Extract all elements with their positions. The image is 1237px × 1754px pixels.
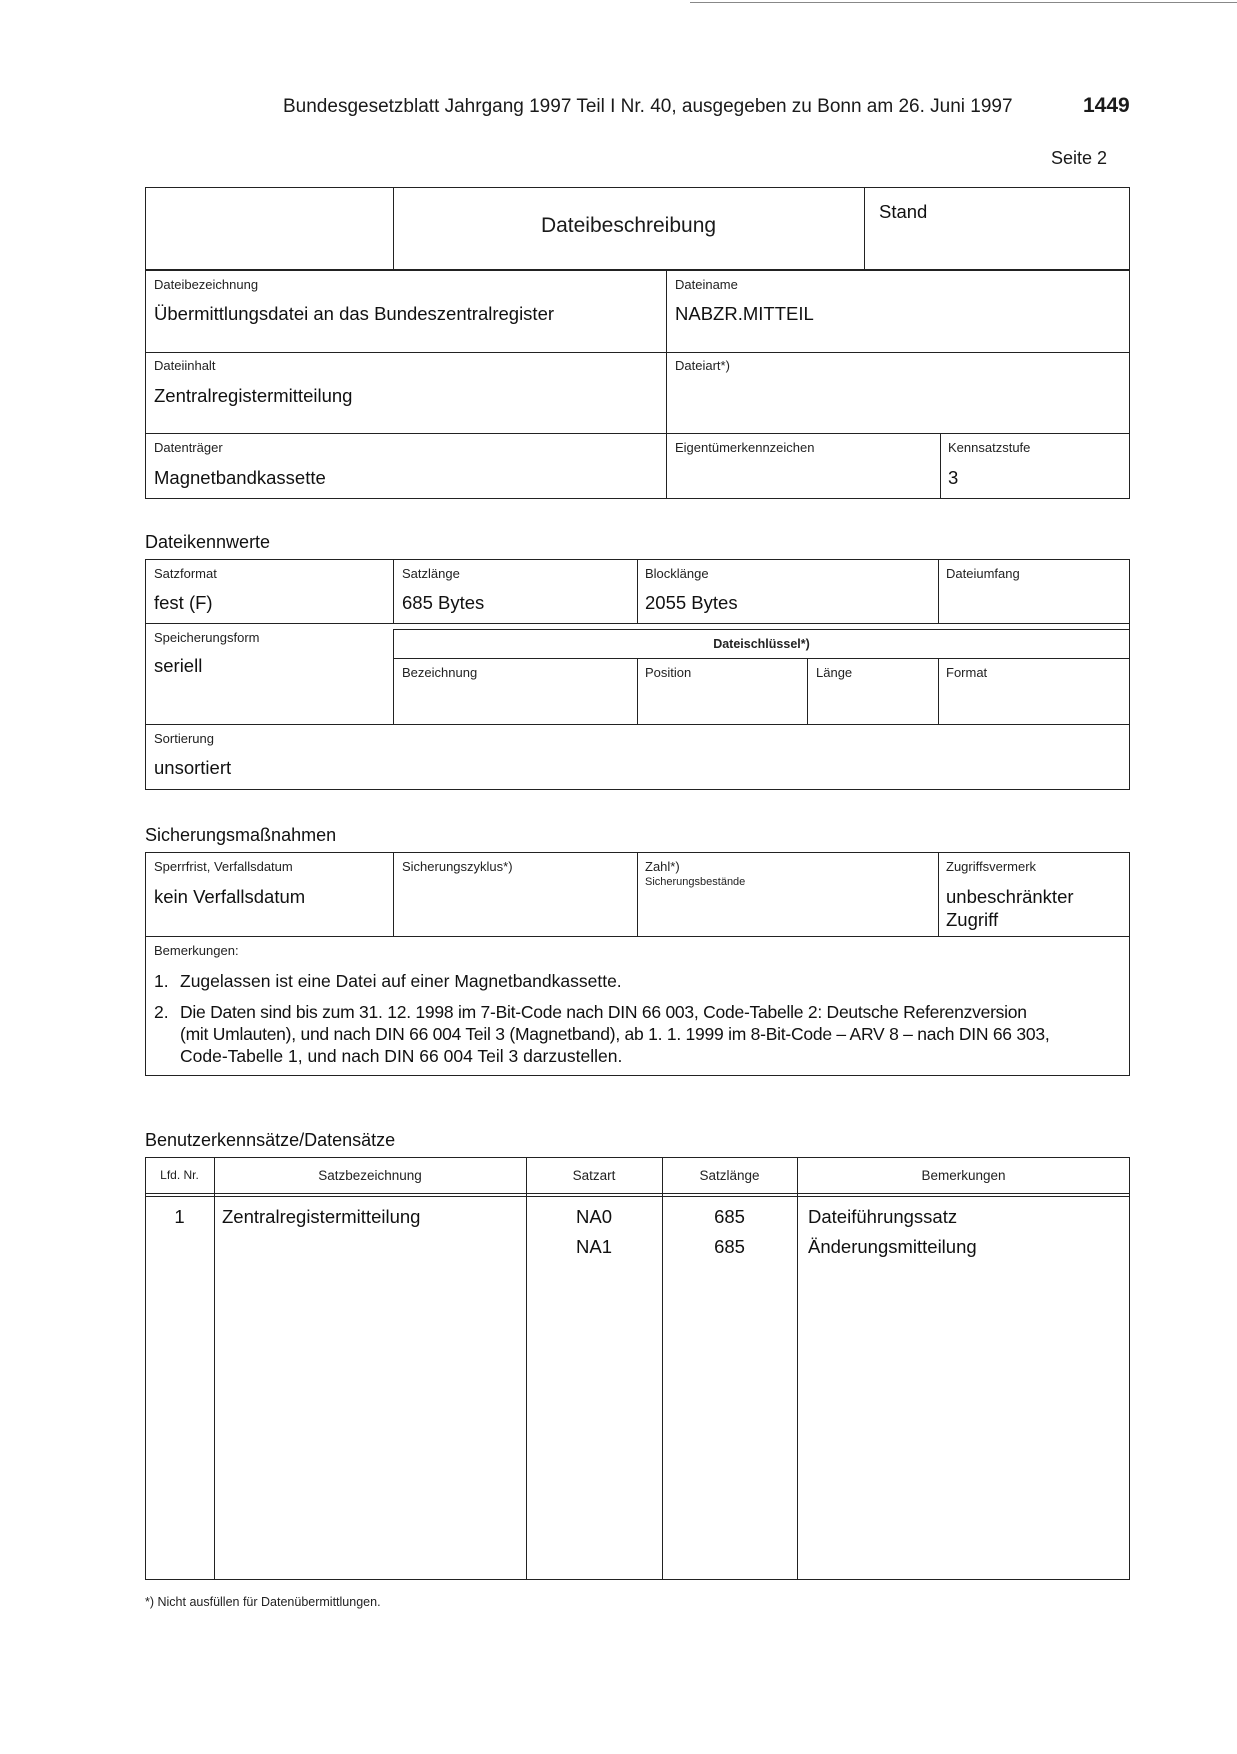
dateiname-label: Dateiname xyxy=(675,277,738,292)
col-satzart: Satzart xyxy=(572,1168,616,1183)
row-1-satzart: NA0 xyxy=(576,1206,612,1227)
speicherungsform-label: Speicherungsform xyxy=(154,630,260,645)
row-1-bemerkungen: Dateiführungssatz xyxy=(808,1206,958,1227)
col-lfd-nr: Lfd. Nr. xyxy=(160,1168,199,1182)
row-1-satzbezeichnung: Zentralregistermitteilung xyxy=(222,1206,421,1227)
note-2-line-2: (mit Umlauten), und nach DIN 66 004 Teil 3 (Magnetband), ab 1. 1. 1999 im 8-Bit-Code – ARV 8 – nach DIN 66 303, xyxy=(180,1024,1050,1044)
dateiname-value: NABZR.MITTEIL xyxy=(675,303,814,324)
row-1-lfd-nr: 1 xyxy=(174,1206,185,1227)
dateiinhalt-value: Zentralregistermitteilung xyxy=(154,385,353,406)
sortierung-value: unsortiert xyxy=(154,757,232,778)
datentraeger-value: Magnetbandkassette xyxy=(154,467,326,488)
note-2-line-3: Code-Tabelle 1, und nach DIN 66 004 Teil 3 darzustellen. xyxy=(180,1046,623,1066)
blocklaenge-value: 2055 Bytes xyxy=(645,592,738,613)
laenge-label: Länge xyxy=(816,665,853,680)
col-bemerkungen: Bemerkungen xyxy=(921,1168,1006,1183)
dateikennwerte-title: Dateikennwerte xyxy=(145,532,271,552)
stand-label: Stand xyxy=(879,201,928,222)
kennsatzstufe-label: Kennsatzstufe xyxy=(948,440,1031,455)
note-1-number: 1. xyxy=(154,971,169,991)
row-2-bemerkungen: Änderungsmitteilung xyxy=(808,1236,977,1257)
row-1-satzlaenge: 685 xyxy=(714,1206,745,1227)
dateiinhalt-label: Dateiinhalt xyxy=(154,358,216,373)
benutzer-title: Benutzerkennsätze/Datensätze xyxy=(145,1130,396,1150)
zugriffsvermerk-value-line1: unbeschränkter xyxy=(946,886,1074,907)
zugriffsvermerk-label: Zugriffsvermerk xyxy=(946,859,1037,874)
sperrfrist-value: kein Verfallsdatum xyxy=(154,886,306,907)
note-1-text: Zugelassen ist eine Datei auf einer Magnetbandkassette. xyxy=(180,971,622,991)
sperrfrist-label: Sperrfrist, Verfallsdatum xyxy=(154,859,293,874)
position-label: Position xyxy=(645,665,692,680)
satzlaenge-label: Satzlänge xyxy=(402,566,460,581)
sortierung-label: Sortierung xyxy=(154,731,214,746)
dateiumfang-label: Dateiumfang xyxy=(946,566,1020,581)
seite-label: Seite 2 xyxy=(1051,148,1108,168)
footnote: *) Nicht ausfüllen für Datenübermittlungen. xyxy=(145,1595,381,1609)
dateischluessel-label: Dateischlüssel*) xyxy=(713,637,810,651)
zugriffsvermerk-value-line2: Zugriff xyxy=(946,909,999,930)
page-header: Bundesgesetzblatt Jahrgang 1997 Teil I Nr. 40, ausgegeben zu Bonn am 26. Juni 1997 xyxy=(283,96,1013,117)
row-2-satzlaenge: 685 xyxy=(714,1236,745,1257)
dateibezeichnung-value: Übermittlungsdatei an das Bundeszentralregister xyxy=(154,303,555,324)
satzlaenge-value: 685 Bytes xyxy=(402,592,485,613)
eigentuemer-label: Eigentümerkennzeichen xyxy=(675,440,815,455)
dateibezeichnung-label: Dateibezeichnung xyxy=(154,277,259,292)
sicherungsbestaende-label: Sicherungsbestände xyxy=(645,876,746,888)
top-rule xyxy=(690,2,1237,3)
row-2-satzart: NA1 xyxy=(576,1236,612,1257)
dateiart-label: Dateiart*) xyxy=(675,358,730,373)
satzformat-label: Satzformat xyxy=(154,566,217,581)
bemerkungen-label: Bemerkungen: xyxy=(154,943,239,958)
format-label: Format xyxy=(946,665,988,680)
blocklaenge-label: Blocklänge xyxy=(645,566,709,581)
satzformat-value: fest (F) xyxy=(154,592,213,613)
speicherungsform-value: seriell xyxy=(154,655,203,676)
note-2-line-1: Die Daten sind bis zum 31. 12. 1998 im 7-Bit-Code nach DIN 66 003, Code-Tabelle 2: Deutsche Referenzversion xyxy=(180,1002,1027,1022)
sicherung-title: Sicherungsmaßnahmen xyxy=(145,825,337,845)
datentraeger-label: Datenträger xyxy=(154,440,223,455)
page-number: 1449 xyxy=(1083,94,1130,117)
kennsatzstufe-value: 3 xyxy=(948,467,959,488)
zahl-label: Zahl*) xyxy=(645,859,680,874)
sicherungszyklus-label: Sicherungszyklus*) xyxy=(402,859,513,874)
document-title: Dateibeschreibung xyxy=(540,214,717,237)
col-satzbezeichnung: Satzbezeichnung xyxy=(318,1168,422,1183)
bezeichnung-label: Bezeichnung xyxy=(402,665,478,680)
col-satzlaenge: Satzlänge xyxy=(699,1168,760,1183)
note-2-number: 2. xyxy=(154,1002,169,1022)
